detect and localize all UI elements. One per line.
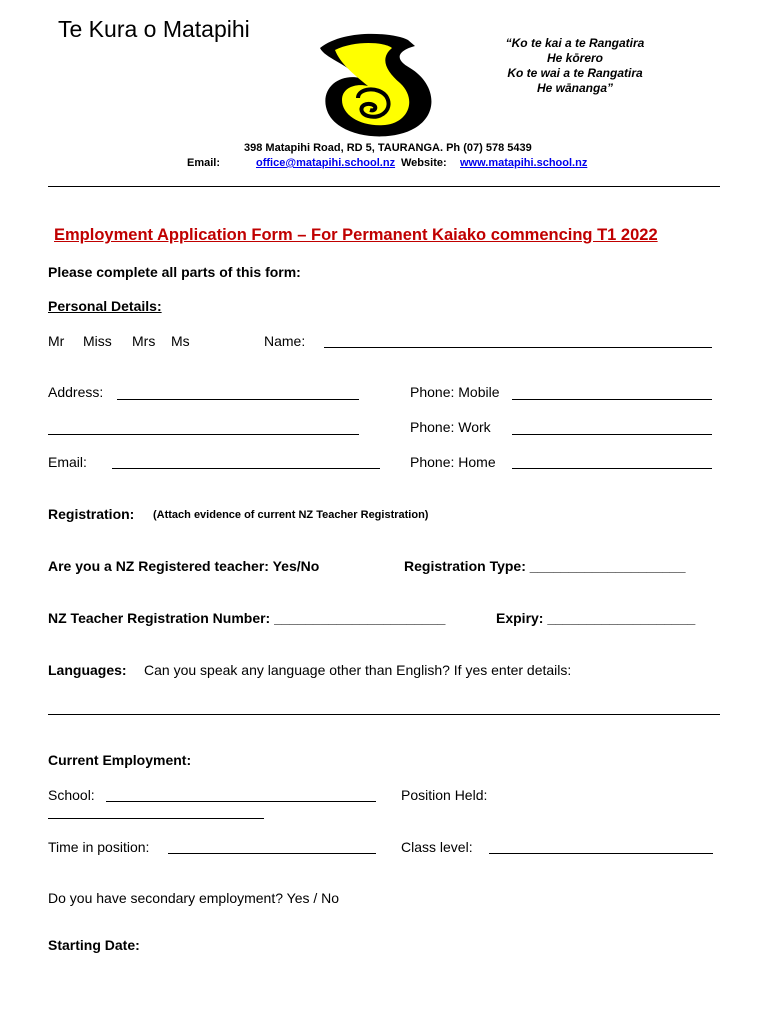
starting-date-label: Starting Date: (48, 937, 140, 953)
phone-home-label: Phone: Home (410, 454, 496, 470)
email-field[interactable] (112, 468, 380, 469)
school-address: 398 Matapihi Road, RD 5, TAURANGA. Ph (07) 578 5439 (244, 142, 532, 154)
phone-work-label: Phone: Work (410, 419, 491, 435)
registration-type-field[interactable]: Registration Type: ____________________ (404, 558, 686, 574)
school-field[interactable] (106, 801, 376, 802)
salutation-miss[interactable]: Miss (83, 333, 112, 349)
languages-heading: Languages: (48, 662, 127, 678)
address-field-1[interactable] (117, 399, 359, 400)
school-name: Te Kura o Matapihi (58, 16, 250, 42)
class-level-field[interactable] (489, 853, 713, 854)
registration-number-field[interactable]: NZ Teacher Registration Number: ______________________ (48, 610, 446, 626)
form-title: Employment Application Form – For Permanent Kaiako commencing T1 2022 (54, 226, 658, 244)
salutation-mrs[interactable]: Mrs (132, 333, 156, 349)
salutation-ms[interactable]: Ms (171, 333, 190, 349)
class-level-label: Class level: (401, 839, 473, 855)
motto-line: “Ko te kai a te Rangatira (505, 36, 645, 50)
motto-line: He kōrero (546, 51, 604, 65)
languages-details-field[interactable] (48, 714, 720, 715)
registration-heading: Registration: (48, 506, 135, 522)
registration-note: (Attach evidence of current NZ Teacher Registration) (153, 509, 429, 521)
languages-question: Can you speak any language other than English? If yes enter details: (144, 662, 572, 678)
phone-mobile-label: Phone: Mobile (410, 384, 500, 400)
email-field-label: Email: (48, 454, 87, 470)
address-field-2[interactable] (48, 434, 359, 435)
registered-question[interactable]: Are you a NZ Registered teacher: Yes/No (48, 558, 320, 574)
school-motto (480, 36, 670, 96)
motto-line: Ko te wai a te Rangatira (507, 66, 643, 80)
secondary-employment-question[interactable]: Do you have secondary employment? Yes / No (48, 890, 340, 906)
email-link[interactable]: office@matapihi.school.nz (256, 157, 396, 169)
time-in-position-field[interactable] (168, 853, 376, 854)
name-field[interactable] (324, 347, 712, 348)
position-held-label: Position Held: (401, 787, 488, 803)
website-label: Website: (401, 157, 447, 169)
email-label: Email: (187, 157, 221, 169)
registration-expiry-field[interactable]: Expiry: ___________________ (496, 610, 696, 626)
phone-home-field[interactable] (512, 468, 712, 469)
salutation-mr[interactable]: Mr (48, 333, 65, 349)
time-in-position-label: Time in position: (48, 839, 150, 855)
address-label: Address: (48, 384, 104, 400)
website-link[interactable]: www.matapihi.school.nz (460, 157, 588, 169)
header-divider (48, 186, 720, 187)
school-label: School: (48, 787, 95, 803)
spiral-logo-icon (300, 28, 440, 140)
motto-line: He wānanga” (536, 81, 614, 95)
name-label: Name: (264, 333, 306, 349)
current-employment-heading: Current Employment: (48, 752, 192, 768)
phone-work-field[interactable] (512, 434, 712, 435)
position-held-field[interactable] (48, 818, 264, 819)
phone-mobile-field[interactable] (512, 399, 712, 400)
form-instruction: Please complete all parts of this form: (48, 264, 301, 280)
personal-details-heading: Personal Details: (48, 298, 162, 314)
